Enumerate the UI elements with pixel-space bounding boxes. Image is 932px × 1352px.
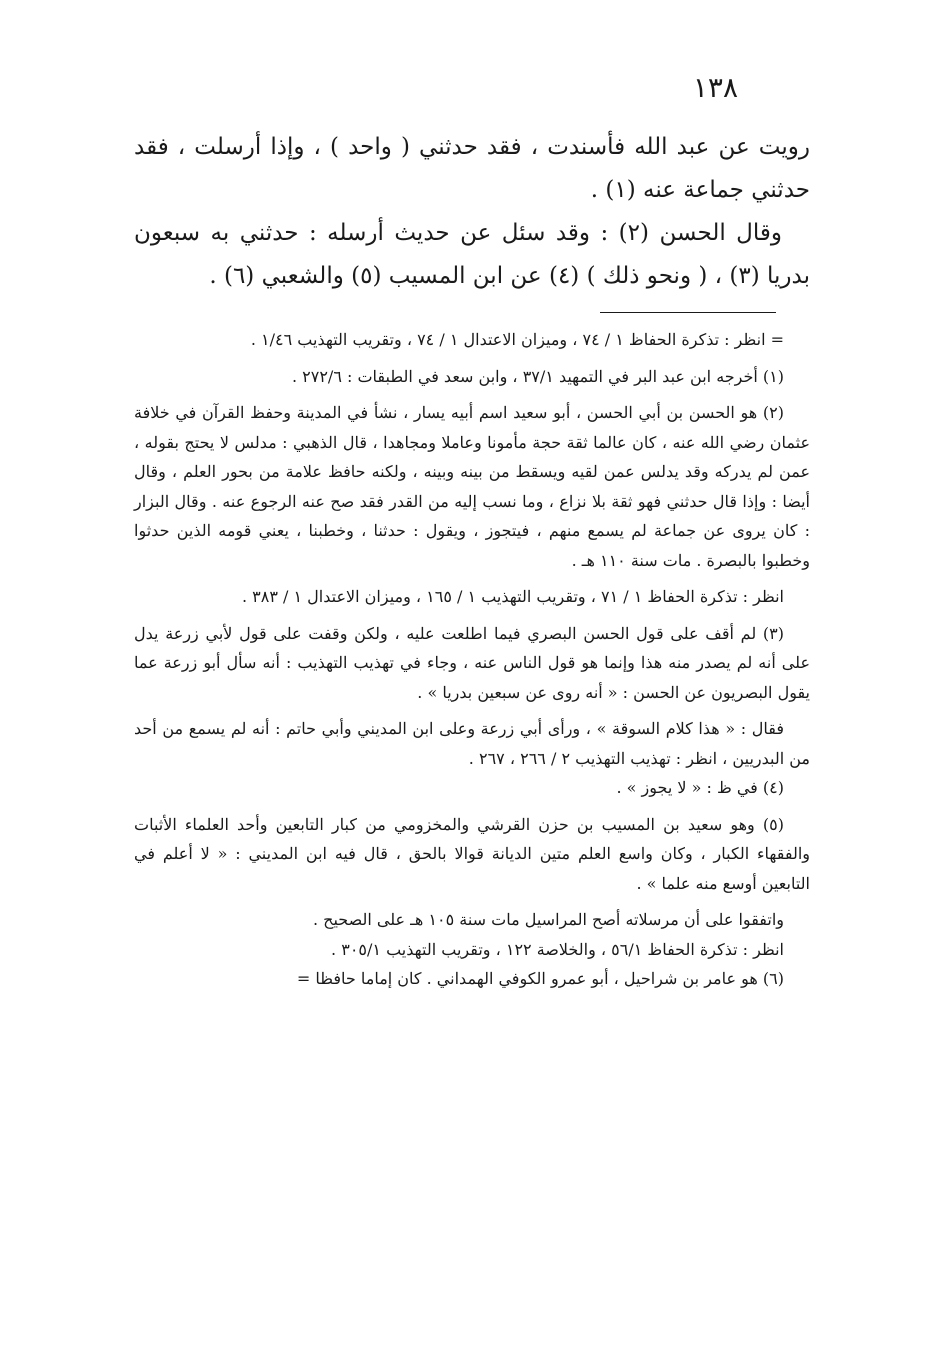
- footnote-1: (١) أخرجه ابن عبد البر في التمهيد ٣٧/١ ، وابن سعد في الطبقات : ٢٧٢/٦ .: [291, 366, 784, 386]
- main-paragraph-1: رويت عن عبد الله فأسندت ، فقد حدثني ( واحد ) ، وإذا أرسلت ، فقد حدثني جماعة عنه (١) .: [134, 134, 810, 203]
- footnote-5-continuation: واتفقوا على أن مرسلاته أصح المراسيل مات سنة ١٠٥ هـ على الصحيح .: [312, 910, 784, 929]
- footnotes-section: [134, 325, 810, 994]
- footnote-5-references: انظر : تذكرة الحفاظ ٥٦/١ ، والخلاصة ١٢٢ ، وتقريب التهذيب ٣٠٥/١ .: [331, 939, 784, 959]
- footnote-2: (٢) هو الحسن بن أبي الحسن ، أبو سعيد اسم أبيه يسار ، نشأ في المدينة وحفظ القرآن في خلافة عثمان رضي الله عنه ، كان عالما ثقة حجة مأمونا وعاملا ومجاهدا ، قال الذهبي : مدلس لا يحتج بقوله ، عمن لم يدركه وقد يدلس عمن لقيه ويسقط من بينه وبينه ، ولكنه حافظ علامة من بحور العلم ، وقال أيضا : وإذا قال حدثني فهو ثقة بلا نزاع ، وما نسب إليه من القدر فقد صح عنه الرجوع عنه . وقال البزار : كان يروى عن جماعة لم يسمع منهم ، فيتجوز ، ويقول : حدثنا ، وخطبنا ، يعني قومه الذين حدثوا وخطبوا بالبصرة . مات سنة ١١٠ هـ .: [134, 403, 810, 570]
- main-paragraph-2: وقال الحسن (٢) : وقد سئل عن حديث أرسله : حدثني به سبعون بدريا (٣) ، ( ونحو ذلك ) (٤) عن ابن المسيب (٥) والشعبي (٦) .: [134, 220, 810, 289]
- page-number: ١٣٨: [692, 71, 738, 104]
- footnote-continuation: = انظر : تذكرة الحفاظ ١ / ٧٤ ، وميزان الاعتدال ١ / ٧٤ ، وتقريب التهذيب ١/٤٦ .: [250, 330, 784, 349]
- footnote-3: (٣) لم أقف على قول الحسن البصري فيما اطلعت عليه ، ولكن وقفت على قول لأبي زرعة يدل على أنه لم يصدر منه هذا وإنما هو قول الناس عنه ، وجاء في تهذيب التهذيب : أنه سأل أبو زرعة عما يقول البصريون عن الحسن : « أنه روى عن سبعين بدريا » .: [134, 623, 810, 702]
- footnote-5: (٥) وهو سعيد بن المسيب بن حزن القرشي والمخزومي من كبار التابعين وأحد العلماء الأثبات والفقهاء الكبار ، وكان واسع العلم متين الديانة قوالا بالحق ، قال فيه ابن المديني : « لا أعلم في التابعين أوسع منه علما » .: [134, 814, 810, 893]
- footnote-separator: [600, 312, 776, 313]
- main-text-body: [134, 126, 810, 298]
- footnote-6: (٦) هو عامر بن شراحيل ، أبو عمرو الكوفي الهمداني . كان إماما حافظا =: [296, 969, 784, 988]
- footnote-4: (٤) في ظ : « لا يجوز » .: [616, 778, 784, 797]
- footnote-2-references: انظر : تذكرة الحفاظ ١ / ٧١ ، وتقريب التهذيب ١ / ١٦٥ ، وميزان الاعتدال ١ / ٣٨٣ .: [241, 587, 784, 606]
- footnote-3-continuation: فقال : « هذا كلام السوقة » ، ورأى أبي زرعة وعلى ابن المديني وأبي حاتم : أنه لم يسمع من أحد من البدريين ، انظر : تهذيب التهذيب ٢ / ٢٦٦ ، ٢٦٧ .: [134, 719, 810, 768]
